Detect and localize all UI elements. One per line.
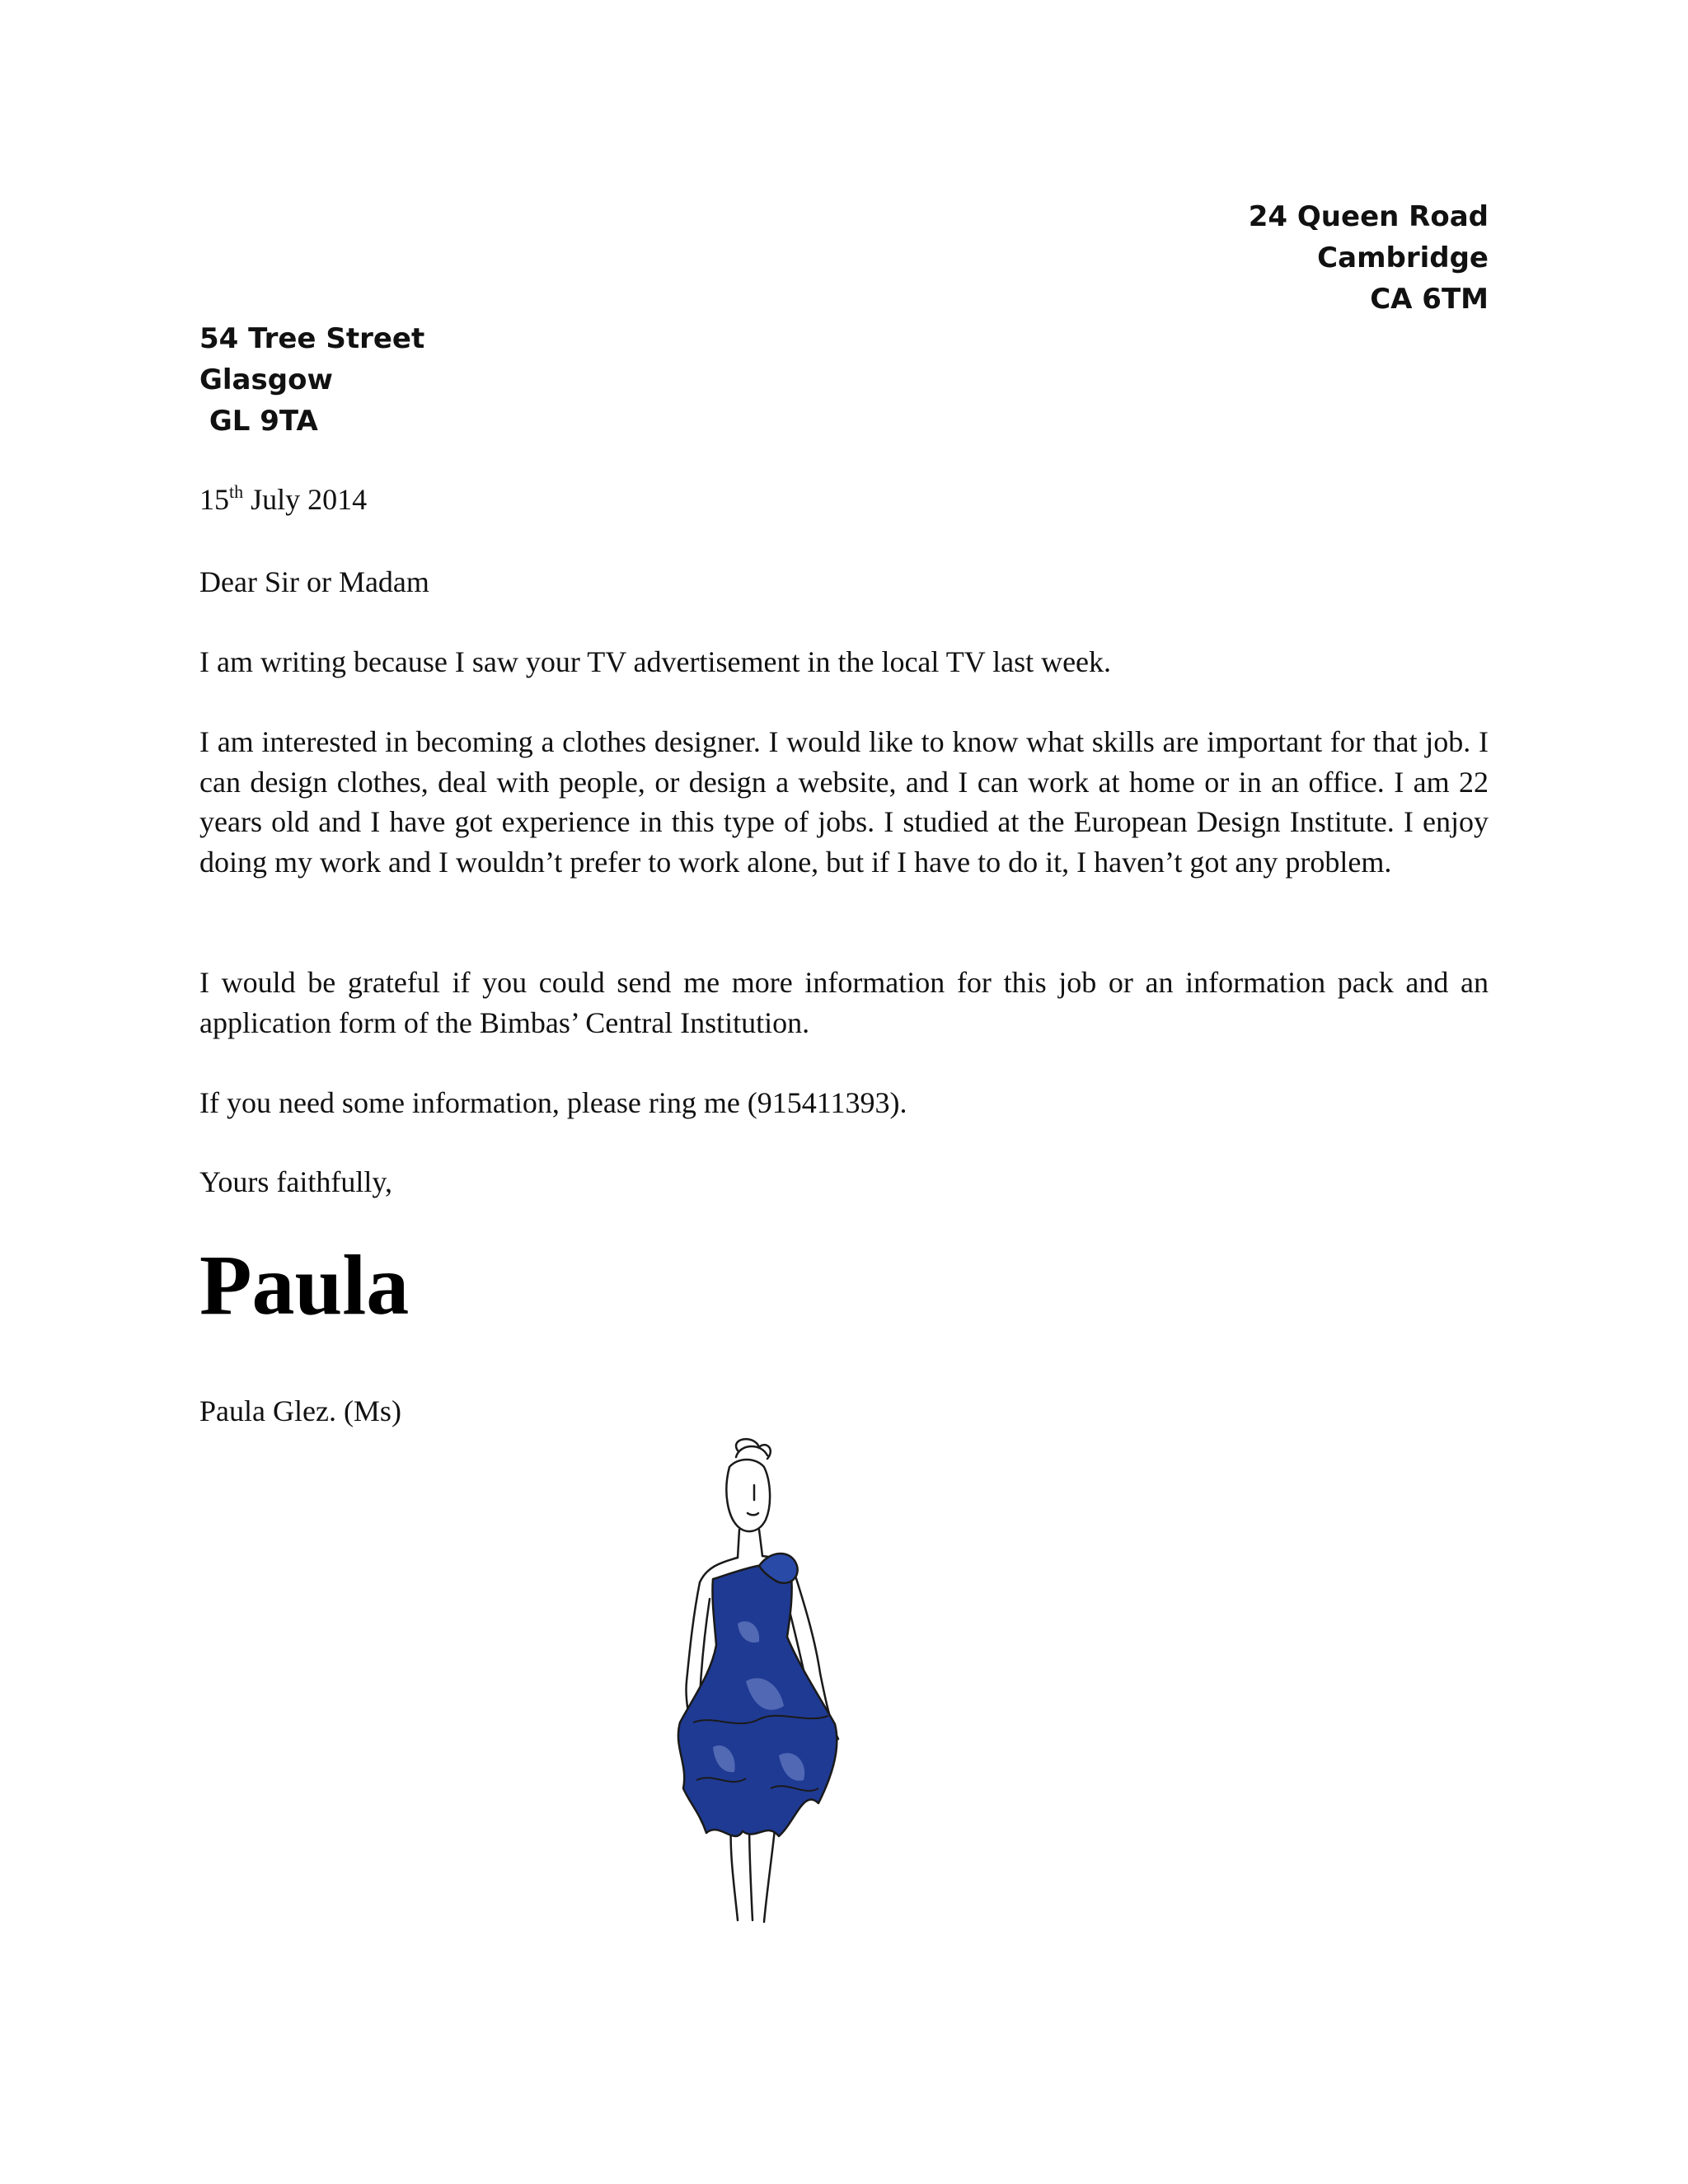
- sender-address-line: 24 Queen Road: [1248, 200, 1489, 233]
- paragraph-contact: If you need some information, please ring me (915411393).: [199, 1086, 907, 1119]
- sender-address: [1249, 196, 1489, 320]
- paragraph-request: I would be grateful if you could send me more information for this job or an information pack and an application form of the Bimbas’ Central Institution.: [199, 966, 1489, 1039]
- recipient-address-line: 54 Tree Street: [199, 322, 425, 355]
- recipient-address-line: GL 9TA: [199, 405, 318, 438]
- letter-date: [199, 480, 1489, 520]
- recipient-address-line: Glasgow: [199, 363, 333, 396]
- signature: Paula: [199, 1238, 410, 1333]
- paragraph-experience: I am interested in becoming a clothes designer. I would like to know what skills are important for that job. I can design clothes, deal with people, or design a website, and I can work at home or in an office. I am 22 years old and I have got experience in this type of jobs. I studied at the European Design Institute. I enjoy doing my work and I wouldn’t prefer to work alone, but if I have to do it, I haven’t got any problem.: [199, 725, 1489, 879]
- sender-address-line: CA 6TM: [1370, 283, 1489, 316]
- salutation: Dear Sir or Madam: [199, 565, 429, 598]
- printed-name: Paula Glez. (Ms): [199, 1394, 401, 1427]
- date-day: 15: [199, 483, 229, 516]
- date-month-year: July 2014: [243, 483, 368, 516]
- sender-address-line: Cambridge: [1317, 241, 1489, 274]
- date-ordinal-suffix: th: [229, 481, 244, 502]
- fashion-sketch-icon: [614, 1434, 878, 1929]
- closing: Yours faithfully,: [199, 1165, 393, 1198]
- paragraph-intro: I am writing because I saw your TV advertisement in the local TV last week.: [199, 645, 1112, 678]
- recipient-address: [199, 318, 424, 442]
